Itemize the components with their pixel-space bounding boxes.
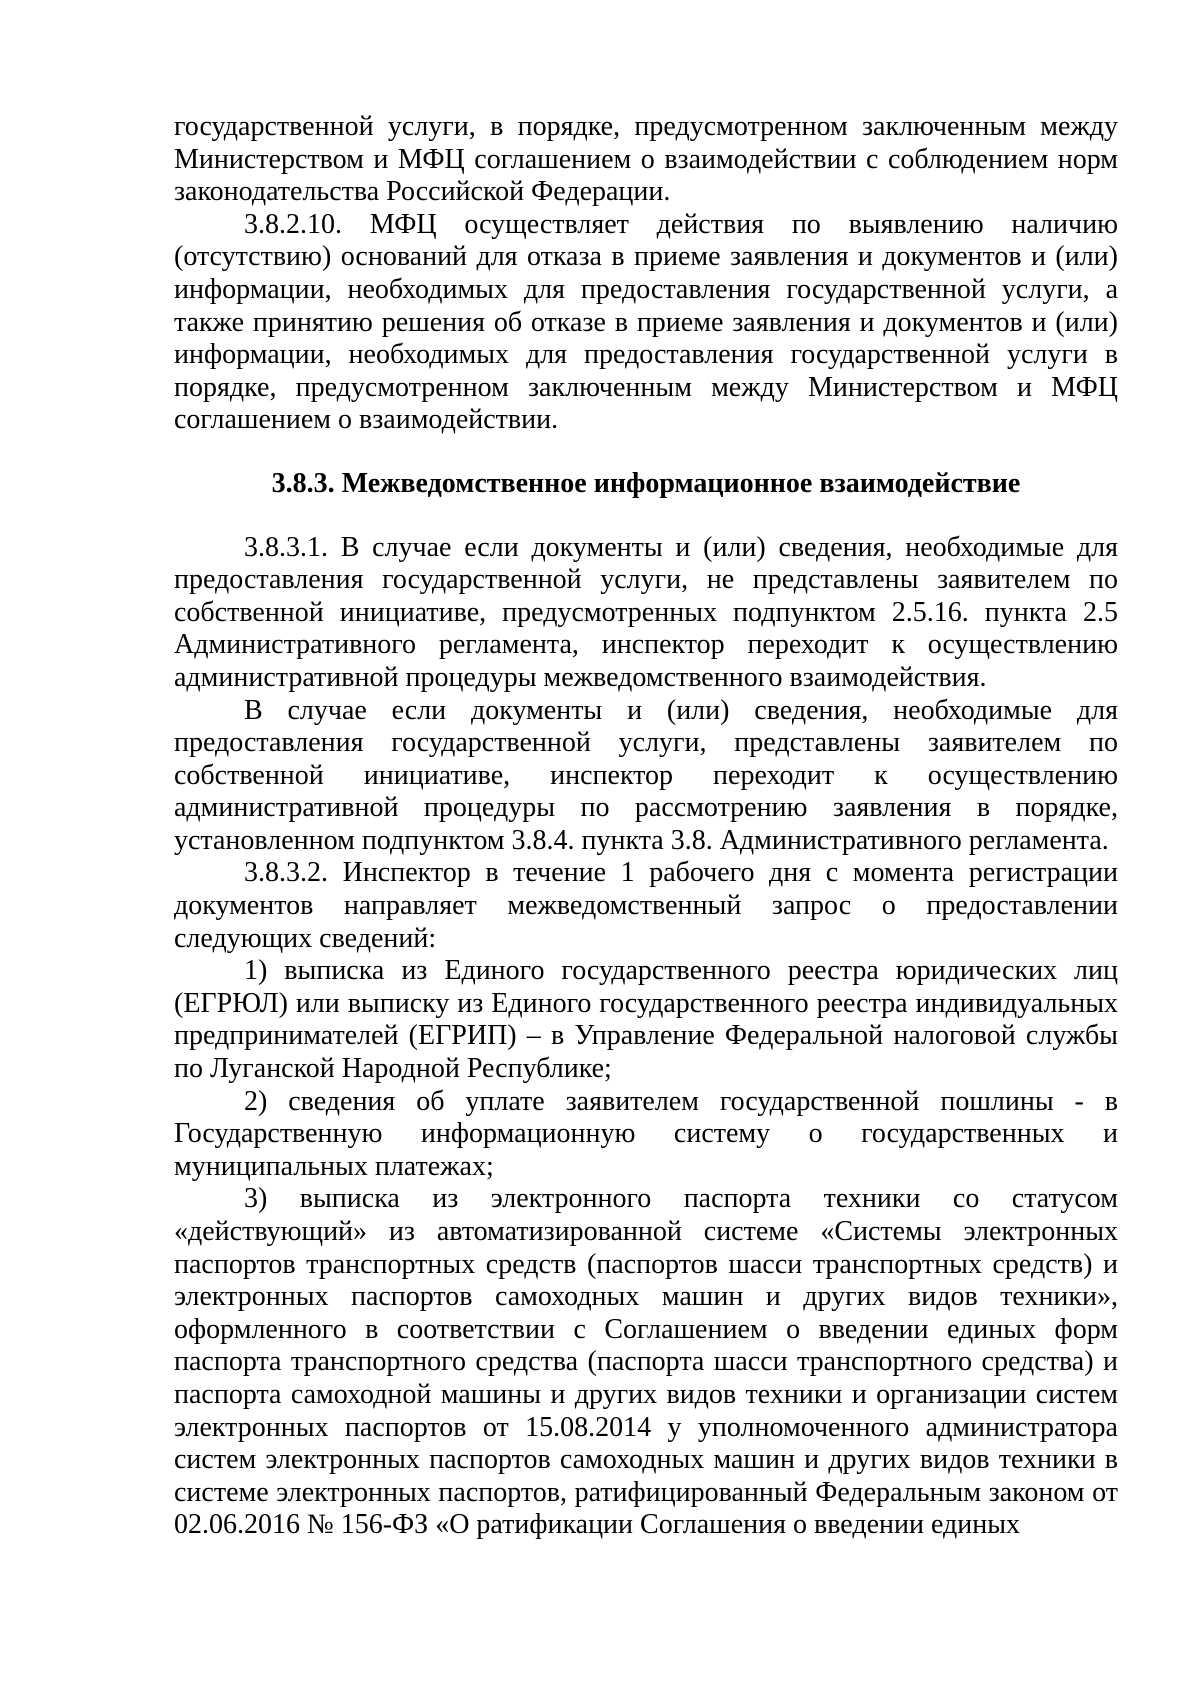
list-item-2: 2) сведения об уплате заявителем государственной пошлины - в Государственную информационную систему о государственных и муниципальных платежах; <box>174 1085 1118 1182</box>
paragraph-3-8-3-1: 3.8.3.1. В случае если документы и (или) сведения, необходимые для предоставления государственной услуги, не представлены заявителем по собственной инициативе, предусмотренных подпунктом 2.5.16. пункта 2.5 Административного регламента, инспектор переходит к осуществлению административной процедуры межведомственного взаимодействия. <box>174 531 1118 693</box>
section-heading-3-8-3: 3.8.3. Межведомственное информационное взаимодействие <box>271 467 1021 499</box>
paragraph-continuation: государственной услуги, в порядке, предусмотренном заключенным между Министерством и МФЦ соглашением о взаимодействии с соблюдением норм законодательства Российской Федерации. <box>174 111 1118 208</box>
list-item-1: 1) выписка из Единого государственного реестра юридических лиц (ЕГРЮЛ) или выписку из Единого государственного реестра индивидуальных предпринимателей (ЕГРИП) – в Управление Федеральной налоговой службы по Луганской Народной Республике; <box>174 955 1118 1085</box>
document-page <box>174 111 1118 1542</box>
paragraph-3-8-2-10: 3.8.2.10. МФЦ осуществляет действия по выявлению наличию (отсутствию) оснований для отказа в приеме заявления и документов и (или) информации, необходимых для предоставления государственной услуги, а также принятию решения об отказе в приеме заявления и документов и (или) информации, необходимых для предоставления государственной услуги в порядке, предусмотренном заключенным между Министерством и МФЦ соглашением о взаимодействии. <box>174 208 1118 436</box>
paragraph-initiative-case: В случае если документы и (или) сведения, необходимые для предоставления государственной услуги, представлены заявителем по собственной инициативе, инспектор переходит к осуществлению административной процедуры по рассмотрению заявления в порядке, установленном подпунктом 3.8.4. пункта 3.8. Административного регламента. <box>174 694 1118 856</box>
list-item-3: 3) выписка из электронного паспорта техники со статусом «действующий» из автоматизированной системе «Системы электронных паспортов транспортных средств (паспортов шасси транспортных средств) и электронных паспортов самоходных машин и других видов техники», оформленного в соответствии с Соглашением о введении единых форм паспорта транспортного средства (паспорта шасси транспортного средства) и паспорта самоходной машины и других видов техники и организации систем электронных паспортов от 15.08.2014 у уполномоченного администратора систем электронных паспортов самоходных машин и других видов техники в системе электронных паспортов, ратифицированный Федеральным законом от 02.06.2016 № 156-ФЗ «О ратификации Соглашения о введении единых <box>174 1183 1118 1541</box>
paragraph-3-8-3-2: 3.8.3.2. Инспектор в течение 1 рабочего дня с момента регистрации документов направляет межведомственный запрос о предоставлении следующих сведений: <box>174 857 1118 954</box>
